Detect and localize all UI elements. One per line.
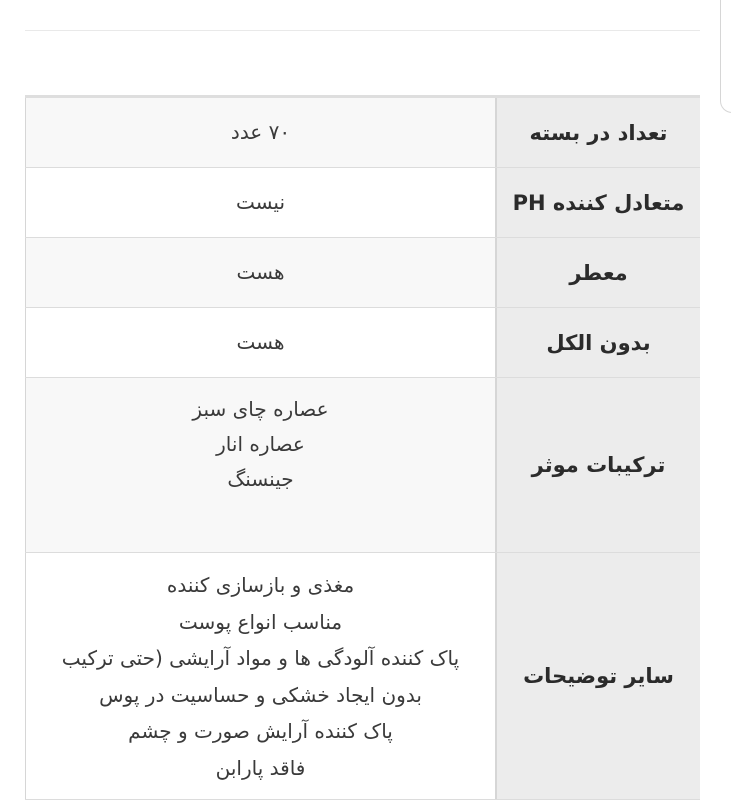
spec-row-active-ingredients [25,378,700,553]
spec-value-line: هست [236,330,285,354]
spec-value-line: نیست [235,190,286,214]
spec-value [25,98,495,167]
spec-row-package-count [25,98,700,168]
spec-label: ترکیبات موثر [495,378,700,552]
spec-row-ph-balancer [25,168,700,238]
divider-line [25,30,700,31]
spec-value [25,168,495,237]
spec-value-line: عصاره انار [216,432,305,456]
spec-value-line: مناسب انواع پوست [178,609,343,634]
spec-value [25,553,495,799]
spec-value [25,238,495,307]
spec-label: معطر [495,238,700,307]
spec-value-line: پاک کننده آرایش صورت و چشم [128,719,393,743]
spec-value-line: پاک کننده آلودگی ها و مواد آرایشی (حتی ترکیب [61,646,460,670]
spec-value-line: مغذی و بازسازی کننده [166,573,355,597]
spec-label: سایر توضیحات [495,553,700,799]
spec-value-line: بدون ایجاد خشکی و حساسیت در پوس [99,682,422,707]
product-specs-table [25,95,700,800]
spec-label: بدون الکل [495,308,700,377]
spec-label: متعادل کننده PH [495,168,700,237]
spec-value [25,308,495,377]
side-panel-edge[interactable] [720,0,731,113]
spec-value-line: عصاره چای سبز [192,397,329,421]
spec-row-fragranced [25,238,700,308]
spec-value-line: فاقد پارابن [215,755,306,780]
spec-value-line: ۷۰ عدد [230,120,291,144]
spec-row-other-notes [25,553,700,800]
spec-row-alcohol-free [25,308,700,378]
spec-label: تعداد در بسته [495,98,700,167]
spec-value-line: هست [236,260,285,284]
spec-value [25,378,495,552]
spec-value-line: جینسنگ [227,467,294,491]
